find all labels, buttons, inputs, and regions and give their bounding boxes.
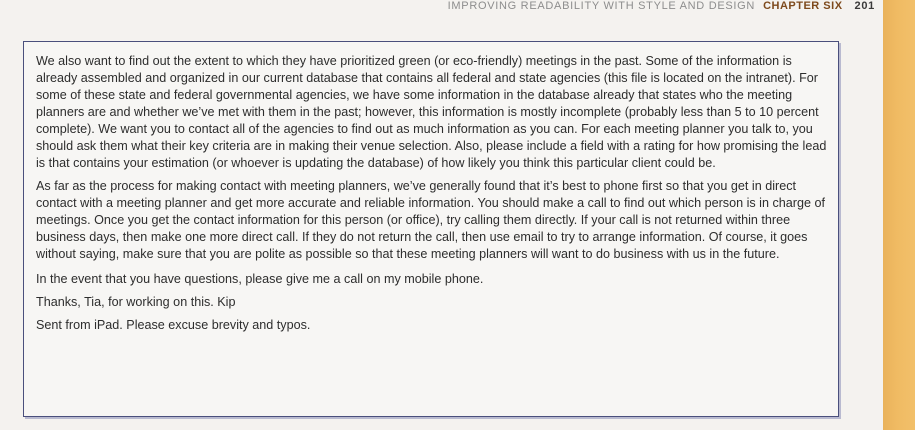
email-paragraph-1: We also want to find out the extent to which they have prioritized green (or eco-friendly) meetings in the past. Some of the information is already assembled and organized in our current database that contains all federal and state agencies (this file is located on the intranet). For some of these state and federal governmental agencies, we have some information in the database already that states who the meeting planners are and whether we’ve met with them in the past; however, this information is mostly incomplete (probably less than 5 to 10 percent complete). We want you to contact all of the agencies to find out as much information as you can. For each meeting planner you talk to, you should ask them what their key criteria are in making their venue selection. Also, please include a field with a rating for how promising the lead is that contains your estimation (or whoever is updating the database) of how likely you think this particular client could be. xyxy=(36,54,827,170)
email-footer: Sent from iPad. Please excuse brevity and typos. xyxy=(36,318,311,332)
email-paragraph-2: As far as the process for making contact with meeting planners, we’ve generally found that it’s best to phone first so that you get in direct contact with a meeting planner and get more accurate and reliable information. You should make a call to find out which person is in charge of meetings. Once you get the contact information for this person (or office), try calling them directly. If your call is not returned within three business days, then make one more direct call. If they do not return the call, then use email to try to arrange information. Of course, it goes without saying, make sure that you are polite as possible so that these meeting planners will want to do business with us in the future. xyxy=(36,179,825,261)
running-head-title: IMPROVING READABILITY WITH STYLE AND DESIGN xyxy=(447,0,756,12)
chapter-side-tab xyxy=(883,0,915,430)
running-head-chapter: CHAPTER SIX xyxy=(763,0,843,12)
email-paragraph-3: In the event that you have questions, please give me a call on my mobile phone. xyxy=(36,272,484,286)
email-message-box xyxy=(23,41,839,417)
running-head xyxy=(448,0,875,14)
page-number: 201 xyxy=(854,0,875,12)
email-signoff: Thanks, Tia, for working on this. Kip xyxy=(36,295,236,309)
